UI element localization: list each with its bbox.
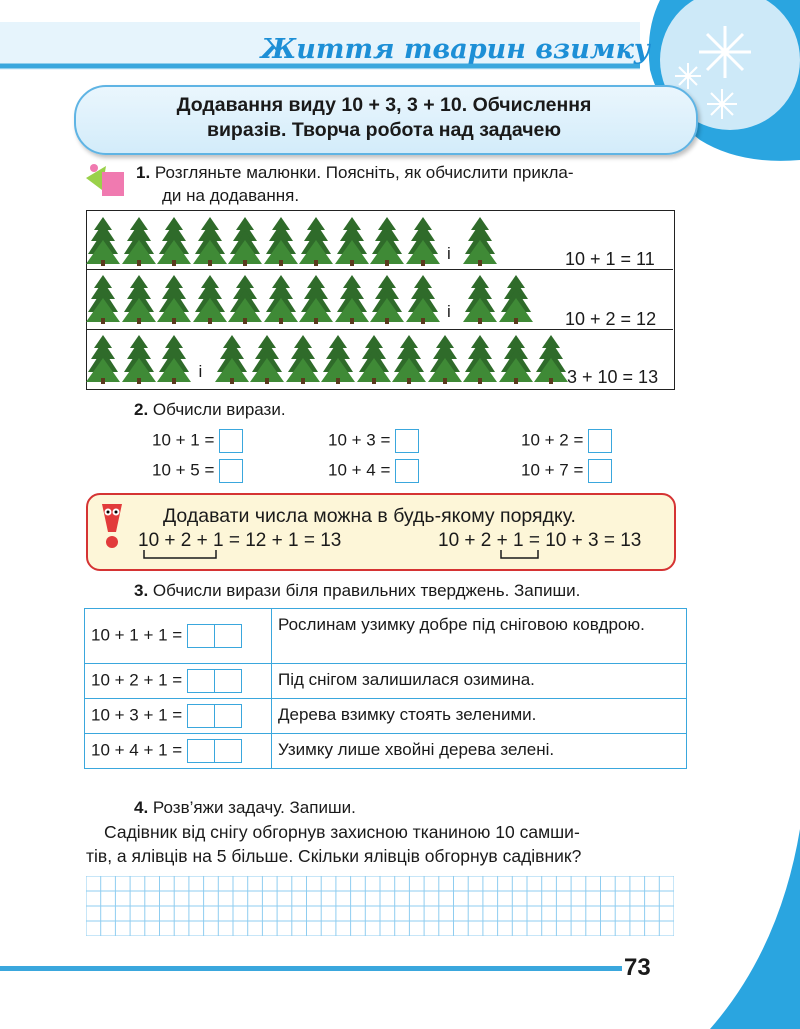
fir-tree-icon <box>428 334 462 384</box>
fir-tree-icon <box>122 216 156 266</box>
statement-cell: Дерева взимку стоять зеленими. <box>272 699 687 734</box>
fir-tree-icon <box>335 216 369 266</box>
expression <box>152 429 243 453</box>
fir-tree-icon <box>264 216 298 266</box>
task1-line1: Розгляньте малюнки. Поясніть, як обчислити прикла- <box>154 163 574 182</box>
answer-box[interactable] <box>219 429 243 453</box>
writing-grid[interactable] <box>86 876 674 936</box>
table-row <box>85 734 687 769</box>
answer-box[interactable] <box>187 704 215 728</box>
fir-tree-icon <box>370 274 404 324</box>
expression-text: 10 + 2 + 1 = <box>91 670 183 690</box>
expression <box>521 459 612 483</box>
fir-tree-icon <box>264 274 298 324</box>
fir-tree-icon <box>250 334 284 384</box>
fir-tree-icon <box>86 334 120 384</box>
pencil-icon <box>80 160 130 200</box>
fir-tree-icon <box>299 216 333 266</box>
answer-box[interactable] <box>215 624 242 648</box>
fir-tree-icon <box>286 334 320 384</box>
fir-tree-icon <box>228 216 262 266</box>
fir-tree-icon <box>392 334 426 384</box>
expression <box>328 429 419 453</box>
task2-instruction: Обчисли вирази. <box>152 400 286 419</box>
expression <box>521 429 612 453</box>
fir-tree-icon <box>193 274 227 324</box>
section-title: Життя тварин взимку <box>260 34 650 65</box>
lesson-title-line1: Додавання виду 10 + 3, 3 + 10. Обчислення <box>176 94 592 116</box>
fir-tree-icon <box>463 334 497 384</box>
footer-rule <box>0 966 622 971</box>
lesson-title <box>74 93 694 143</box>
fir-tree-icon <box>157 216 191 266</box>
expression-text: 10 + 5 = <box>152 460 215 480</box>
task1-number: 1. <box>136 163 151 182</box>
fir-tree-icon <box>157 274 191 324</box>
expression-text: 10 + 3 = <box>328 430 391 450</box>
and-word: і <box>447 244 451 263</box>
answer-box[interactable] <box>588 459 612 483</box>
expression-text: 10 + 1 = <box>152 430 215 450</box>
expression-text: 10 + 4 + 1 = <box>91 740 183 760</box>
equation-row1: 10 + 1 = 11 <box>565 249 655 269</box>
task4-number: 4. <box>134 798 149 817</box>
fir-tree-icon <box>406 274 440 324</box>
task4-text <box>134 798 356 818</box>
fir-tree-icon <box>122 334 156 384</box>
and-word: і <box>447 302 451 321</box>
fir-tree-icon <box>499 274 533 324</box>
task3-number: 3. <box>134 581 149 600</box>
expression <box>328 459 419 483</box>
rule-text: Додавати числа можна в будь-якому порядку. <box>163 505 576 527</box>
fir-tree-icon <box>215 334 249 384</box>
task3-text <box>134 581 580 601</box>
fir-tree-icon <box>321 334 355 384</box>
expression-text: 10 + 1 + 1 = <box>91 625 183 645</box>
answer-box[interactable] <box>215 739 242 763</box>
fir-tree-icon <box>463 216 497 266</box>
statement-cell: Узимку лише хвойні дерева зелені. <box>272 734 687 769</box>
expression-cell <box>85 734 272 769</box>
answer-box[interactable] <box>187 669 215 693</box>
expression-cell <box>85 664 272 699</box>
expression-cell <box>85 699 272 734</box>
table-row <box>85 609 687 664</box>
answer-box[interactable] <box>219 459 243 483</box>
fir-tree-icon <box>228 274 262 324</box>
expression-cell <box>85 609 272 664</box>
expression-text: 10 + 7 = <box>521 460 584 480</box>
fir-tree-icon <box>463 274 497 324</box>
expression <box>152 459 243 483</box>
fir-tree-icon <box>357 334 391 384</box>
task1-text <box>136 163 574 183</box>
expression-text: 10 + 2 = <box>521 430 584 450</box>
answer-box[interactable] <box>187 739 215 763</box>
answer-box[interactable] <box>395 459 419 483</box>
fir-tree-icon <box>157 334 191 384</box>
fir-tree-icon <box>499 334 533 384</box>
lesson-title-line2: виразів. Творча робота над задачею <box>206 119 562 141</box>
fir-tree-icon <box>86 216 120 266</box>
expression-text: 10 + 4 = <box>328 460 391 480</box>
task1-line2: ди на додавання. <box>162 186 300 205</box>
answer-box[interactable] <box>395 429 419 453</box>
equation-row3: 3 + 10 = 13 <box>567 367 659 387</box>
task3-instruction: Обчисли вирази біля правильних тверджень. Запиши. <box>152 581 581 600</box>
expression-text: 10 + 3 + 1 = <box>91 705 183 725</box>
answer-box[interactable] <box>588 429 612 453</box>
statements-table <box>84 608 687 769</box>
task4-problem-line1: Садівник від снігу обгорнув захисною тканиною 10 самши- <box>104 822 580 842</box>
fir-tree-icon <box>534 334 568 384</box>
table-row <box>85 664 687 699</box>
trees-rows <box>86 210 674 388</box>
page-number: 73 <box>624 954 651 981</box>
exclamation-icon <box>96 502 130 552</box>
answer-box[interactable] <box>215 704 242 728</box>
and-word: і <box>198 362 203 381</box>
fir-tree-icon <box>406 216 440 266</box>
grouping-brackets <box>138 548 658 562</box>
task4-problem-line2: тів, а ялівців на 5 більше. Скільки ялівців обгорнув садівник? <box>86 846 582 866</box>
task2-number: 2. <box>134 400 149 419</box>
statement-cell: Рослинам узимку добре під сніговою ковдрою. <box>272 609 687 664</box>
fir-tree-icon <box>335 274 369 324</box>
statement-cell: Під снігом залишилася озимина. <box>272 664 687 699</box>
rule-example1: 10 + 2 + 1 = 12 + 1 = 13 <box>138 530 342 551</box>
fir-tree-icon <box>86 274 120 324</box>
task2-text <box>134 400 286 420</box>
fir-tree-icon <box>193 216 227 266</box>
equation-row2: 10 + 2 = 12 <box>565 309 657 329</box>
task4-instruction: Розв’яжи задачу. Запиши. <box>152 798 356 817</box>
answer-box[interactable] <box>215 669 242 693</box>
fir-tree-icon <box>122 274 156 324</box>
fir-tree-icon <box>299 274 333 324</box>
table-row <box>85 699 687 734</box>
corner-decoration <box>670 829 800 1029</box>
rule-example2: 10 + 2 + 1 = 10 + 3 = 13 <box>438 530 642 551</box>
answer-box[interactable] <box>187 624 215 648</box>
fir-tree-icon <box>370 216 404 266</box>
